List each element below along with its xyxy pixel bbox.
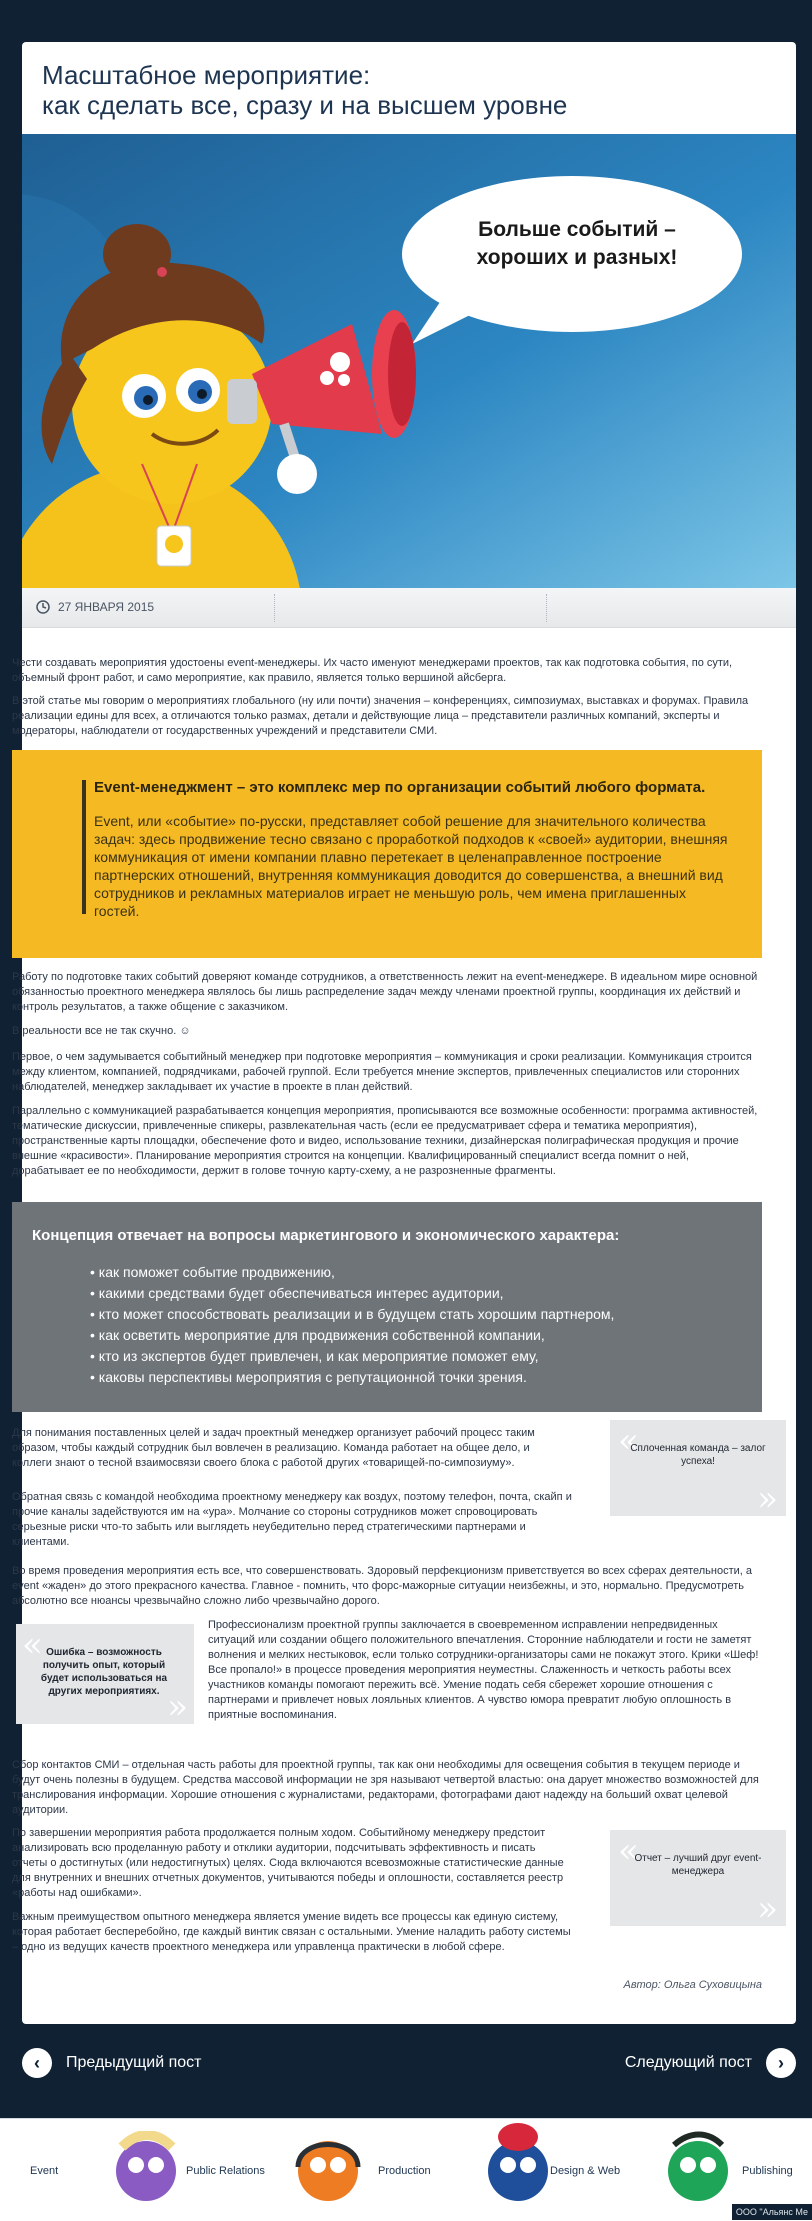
concept-item: • как поможет событие продвижению, <box>90 1264 335 1280</box>
concept-box <box>12 1202 762 1412</box>
callout-text: Event, или «событие» по-русски, представляет собой решение для значительного количества задач: здесь продвижение тесно связано с проработкой подходов к «своей» аудитории, внешняя коммуникация от имени компании плавно перетекает в целенаправленное построение партнерских отношений, внутренняя коммуникация доводится до совершенства, а внешний вид сотрудников и рекламных материалов играет не меньшую роль, чем имена приглашенных гостей. <box>94 813 728 919</box>
quote-close-icon: » <box>167 1687 188 1727</box>
footer-link-production[interactable]: Production <box>378 2165 431 2177</box>
arrow-left-icon: ‹ <box>22 2048 52 2078</box>
arrow-right-icon: › <box>766 2048 796 2078</box>
concept-item: • кто может способствовать реализации и в будущем стать хорошим партнером, <box>90 1306 615 1322</box>
concept-item: • какими средствами будет обеспечиваться интерес аудитории, <box>90 1285 504 1301</box>
callout-bar <box>82 780 86 914</box>
event-management-callout <box>12 750 762 958</box>
paragraph: В этой статье мы говорим о мероприятиях глобального (ну или почти) значения – конференциях, симпозиумах, выставках и форумах. Правила реализации едины для всех, а отличаются только размах, детали и действующие лица – представители различных компаний, эксперты и модераторы, наблюдатели от государственных учреждений и представители СМИ. <box>12 695 749 737</box>
prev-post-link[interactable] <box>22 2048 202 2078</box>
post-meta-bar <box>22 588 796 628</box>
concept-list <box>90 1262 614 1388</box>
copyright-text: ООО "Альянс Ме <box>732 2204 812 2220</box>
next-post-link[interactable] <box>625 2048 796 2078</box>
concept-item: • кто из экспертов будет привлечен, и как мероприятие поможет ему, <box>90 1348 539 1364</box>
callout-title: Event-менеджмент – это комплекс мер по организации событий любого формата. <box>94 779 706 796</box>
prev-post-label: Предыдущий пост <box>66 2054 202 2071</box>
pull-quote <box>610 1830 786 1929</box>
page-title <box>42 60 762 120</box>
paragraph: Работу по подготовке таких событий доверяют команде сотрудников, а ответственность лежит на event-менеджере. В идеальном мире основной обязанностью проектного менеджера являлось бы лишь распределение задач между членами проектной группы, координация их действий и контроль результатов, а также общение с заказчиком. <box>12 971 758 1013</box>
hero-bubble-line-2: хороших и разных! <box>476 246 678 269</box>
quote-open-icon: « <box>22 1625 43 1665</box>
title-line-1: Масштабное мероприятие: <box>42 60 371 90</box>
hero-bubble-text <box>452 216 702 272</box>
pull-quote-text: Сплоченная команда – залог успеха! <box>630 1443 766 1467</box>
hero-artwork <box>22 134 796 588</box>
paragraph: В реальности все не так скучно. ☺ <box>12 1025 191 1037</box>
paragraph: Чести создавать мероприятия удостоены event-менеджеры. Их часто именуют менеджерами проектов, так как подготовка события, по сути, объемный фронт работ, и само мероприятие, как правило, является только вершиной айсберга. <box>12 657 733 684</box>
paragraph: Для понимания поставленных целей и задач проектный менеджер организует рабочий процесс таким образом, чтобы каждый сотрудник был вовлечен в реализацию. Команда работает на общее дело, и коллеги знают о тесной взаимосвязи своего блока с работой других «товарищей-по-симпозиуму». <box>12 1427 535 1469</box>
paragraph: Профессионализм проектной группы заключается в своевременном исправлении непредвиденных ситуаций или создании общего положительного впечатления. Сторонние наблюдатели и гости не заметят волнения и мелких нестыковок, если только сотрудники-организаторы сами не покажут этого. Крики «Шеф! Все пропало!» в процессе проведения мероприятия неуместны. Слаженность и четкость работы всех участников команды помогают пережить всё. Умение подать себя сбережет хорошие отношения с партнерами и привлечет новых лояльных клиентов. А чувство юмора превратит любую оплошность в приятные воспоминания. <box>208 1619 759 1721</box>
paragraph: Важным преимуществом опытного менеджера является умение видеть все процессы как единую систему, которая работает бесперебойно, где каждый винтик связан с остальными. Умение наладить работу системы – одно из ведущих качеств проектного менеджера или управленца практически в любой сфере. <box>12 1911 571 1953</box>
concept-title: Концепция отвечает на вопросы маркетингового и экономического характера: <box>32 1227 620 1244</box>
clock-icon <box>36 600 50 614</box>
quote-open-icon: « <box>618 1421 639 1461</box>
paragraph: Во время проведения мероприятия есть все, что совершенствовать. Здоровый перфекционизм приветствуется во всех сферах деятельности, а event «жаден» до этого прекрасного качества. Главное - помнить, что форс-мажорные ситуации неизбежны, и это, нормально. Предусмотреть абсолютно все нюансы чрезвычайно сложно либо чрезвычайно дорого. <box>12 1565 752 1607</box>
mascot-orange-icon <box>290 2131 366 2211</box>
concept-item: • как осветить мероприятие для продвижения собственной компании, <box>90 1327 545 1343</box>
mascot-blue-icon <box>480 2119 556 2211</box>
meta-divider <box>274 594 275 622</box>
pull-quote-text: Отчет – лучший друг event-менеджера <box>634 1853 762 1877</box>
concept-item: • каковы перспективы мероприятия с репутационной точки зрения. <box>90 1369 527 1385</box>
author-credit: Автор: Ольга Суховицына <box>623 1979 762 1991</box>
quote-open-icon: « <box>618 1831 639 1871</box>
footer-link-design-web[interactable]: Design & Web <box>550 2165 621 2177</box>
meta-divider <box>546 594 547 622</box>
pull-quote <box>16 1624 194 1727</box>
paragraph: Первое, о чем задумывается событийный менеджер при подготовке мероприятия – коммуникация и сроки реализации. Коммуникация строится между клиентом, компанией, подрядчиками, рабочей группой. Если требуется мнение экспертов, привлеченных специалистов или сторонних наблюдателей, менеджер закладывает их участие в проекте в план действий. <box>12 1051 752 1093</box>
footer-link-publishing[interactable]: Publishing <box>742 2165 793 2177</box>
post-date: 27 ЯНВАРЯ 2015 <box>58 600 155 614</box>
paragraph: По завершении мероприятия работа продолжается полным ходом. Событийному менеджеру предстоит анализировать всю проделанную работу и отклики аудитории, подсчитывать эффективность и писать отчеты о достигнутых (или недостигнутых) целях. Сюда включаются всевозможные статистические данные для внутренних и внешних отчетных документов, учитываются победы и оплошности, составляется реестр «работы над ошибками». <box>12 1827 564 1899</box>
quote-close-icon: » <box>757 1889 778 1929</box>
pull-quote-text: Ошибка – возможность получить опыт, который будет использоваться на других мероприятиях. <box>40 1647 168 1697</box>
mascot-purple-icon <box>108 2131 184 2211</box>
hero-bubble-line-1: Больше событий – <box>478 218 676 241</box>
quote-close-icon: » <box>757 1479 778 1519</box>
footer-link-event[interactable]: Event <box>30 2165 59 2177</box>
paragraph: Сбор контактов СМИ – отдельная часть работы для проектной группы, так как они необходимы для освещения события в текущем периоде и будут очень полезны в будущем. Средства массовой информации не зря называют четвертой властью: она дарует множество возможностей для транслирования информации. Хорошие отношения с журналистами, редакторами, фотографами дают надежду на больший охват целевой аудитории. <box>12 1759 759 1816</box>
services-footer <box>0 2118 812 2221</box>
hero-illustration <box>22 134 796 588</box>
next-post-label: Следующий пост <box>624 2054 752 2071</box>
title-line-2: как сделать все, сразу и на высшем уровне <box>42 90 568 120</box>
pull-quote <box>610 1420 786 1519</box>
footer-link-public-relations[interactable]: Public Relations <box>186 2165 265 2177</box>
mascot-green-icon <box>660 2125 736 2211</box>
paragraph: Параллельно с коммуникацией разрабатывается концепция мероприятия, прописываются все возможные особенности: программа активностей, тематические дискуссии, привлеченные спикеры, развлекательная часть (если ее предусматривает сфера и тематика мероприятия), пространственные карты площадки, обеспечение фото и видео, использование техники, дизайнерская полиграфическая продукция и прочие внешние «красивости». Планирование мероприятия строится на концепции. Квалифицированный специалист всегда помнит о ней, дорабатывает ее по необходимости, держит в голове точную карту-схему, а не разрозненные фрагменты. <box>12 1105 758 1177</box>
paragraph: Обратная связь с командой необходима проектному менеджеру как воздух, поэтому телефон, почта, скайп и прочие каналы задействуются им на «ура». Молчание со стороны сотрудников может спровоцировать серьезные риски что-то забыть или выглядеть неубедительно перед стратегическими партнерами и клиентами. <box>12 1491 572 1548</box>
